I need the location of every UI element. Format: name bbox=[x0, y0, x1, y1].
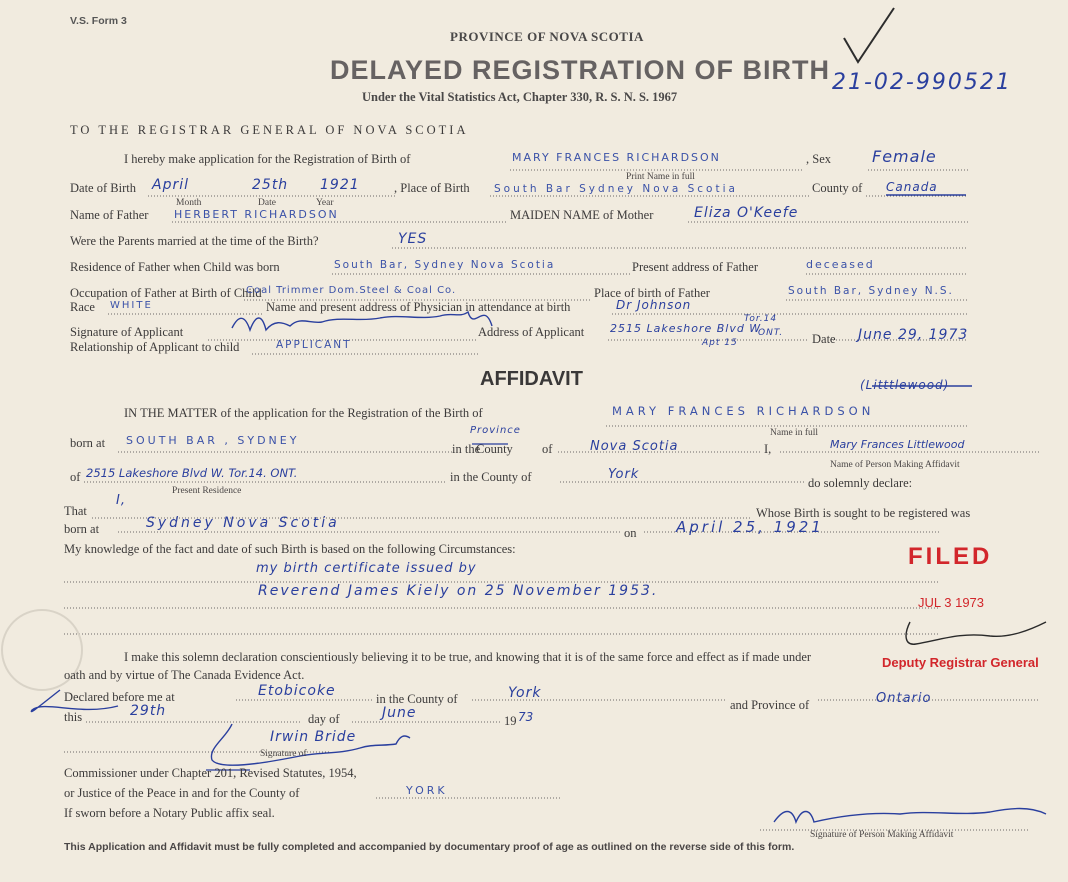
father-pob-label: Place of birth of Father bbox=[594, 286, 710, 300]
applicant-address-apt: Apt 15 bbox=[702, 338, 738, 348]
that-label: That bbox=[64, 504, 87, 518]
date-label: Date bbox=[812, 332, 836, 346]
month-value: June bbox=[382, 705, 417, 721]
commissioner-line-2: or Justice of the Peace in and for the County of bbox=[64, 786, 300, 800]
declared-at-value: Etobicoke bbox=[258, 683, 336, 699]
check-mark-icon bbox=[844, 8, 894, 62]
residence-value: South Bar, Sydney Nova Scotia bbox=[334, 259, 556, 271]
applicant-signature-label: Signature of Applicant bbox=[70, 325, 184, 339]
county-of-value: Nova Scotia bbox=[590, 439, 679, 454]
race-label: Race bbox=[70, 300, 95, 314]
affidavit-child-name: MARY FRANCES RICHARDSON bbox=[612, 404, 875, 418]
occupation-value: Coal Trimmer Dom.Steel & Coal Co. bbox=[246, 285, 457, 296]
applicant-address-province: ONT. bbox=[758, 328, 784, 338]
application-intro: I hereby make application for the Registration of Birth of bbox=[124, 152, 411, 166]
applicant-address-label: Address of Applicant bbox=[478, 325, 585, 339]
year-suffix-value: 73 bbox=[518, 710, 534, 724]
in-the-label: in the bbox=[452, 442, 481, 456]
sex-label: , Sex bbox=[806, 152, 831, 166]
county-value: Canada bbox=[886, 180, 938, 194]
declared-label: Declared before me at bbox=[64, 690, 175, 704]
on-date-value: April 25, 1921 bbox=[676, 518, 824, 536]
circumstance-line-1: my birth certificate issued by bbox=[256, 561, 477, 576]
residence-label: Residence of Father when Child was born bbox=[70, 260, 280, 274]
race-value: WHITE bbox=[110, 300, 153, 311]
present-address-value: deceased bbox=[806, 258, 875, 271]
occupation-label: Occupation of Father at Birth of Child bbox=[70, 286, 262, 300]
sex-value: Female bbox=[872, 147, 937, 166]
father-value: HERBERT RICHARDSON bbox=[174, 208, 339, 221]
physician-value: Dr Johnson bbox=[616, 298, 692, 312]
whose-birth-text: Whose Birth is sought to be registered was bbox=[756, 506, 971, 520]
dob-day-value: 25th bbox=[252, 177, 289, 193]
commissioner-signature: Irwin Bride bbox=[270, 729, 357, 745]
date-value: June 29, 1973 bbox=[858, 327, 969, 343]
registration-number: 21-02-990521 bbox=[832, 70, 1012, 95]
pob-value: South Bar Sydney Nova Scotia bbox=[494, 183, 738, 195]
province-label: and Province of bbox=[730, 698, 810, 712]
relationship-value: APPLICANT bbox=[276, 339, 352, 351]
province-heading: PROVINCE OF NOVA SCOTIA bbox=[450, 29, 644, 44]
of-label: of bbox=[542, 442, 553, 456]
form-id: V.S. Form 3 bbox=[70, 15, 127, 27]
i-label: I, bbox=[764, 442, 772, 456]
year-hint: Year bbox=[316, 198, 334, 208]
page-subtitle: Under the Vital Statistics Act, Chapter 330, R. S. N. S. 1967 bbox=[362, 90, 678, 104]
declare-text: do solemnly declare: bbox=[808, 476, 913, 490]
married-value: YES bbox=[398, 231, 428, 247]
struck-name: (Litttlewood) bbox=[860, 378, 950, 392]
notary-text: If sworn before a Notary Public affix seal. bbox=[64, 806, 275, 820]
dob-year-value: 1921 bbox=[320, 177, 360, 193]
dob-label: Date of Birth bbox=[70, 181, 136, 195]
born-at-label: born at bbox=[70, 436, 106, 450]
relationship-label: Relationship of Applicant to child bbox=[70, 340, 240, 354]
born-at2-value: Sydney Nova Scotia bbox=[146, 515, 340, 531]
county3-value: York bbox=[508, 685, 542, 701]
signature-of-label: Signature of bbox=[260, 749, 307, 759]
commissioner-line-1: Commissioner under Chapter 201, Revised Statutes, 1954, bbox=[64, 766, 357, 780]
county2-label: in the County of bbox=[450, 470, 532, 484]
solemn-line-1: I make this solemn declaration conscientiously believing it to be true, and knowing that it is of the same force and effect as if made under bbox=[124, 650, 812, 664]
applicant-address-value: 2515 Lakeshore Blvd W bbox=[610, 322, 762, 335]
county-label: County of bbox=[812, 181, 863, 195]
footer-note: This Application and Affidavit must be fully completed and accompanied by documentary proof of age as outlined on the reverse side of this form. bbox=[64, 841, 795, 853]
knowledge-text: My knowledge of the fact and date of such Birth is based on the following Circumstances: bbox=[64, 542, 516, 556]
pob-label: , Place of Birth bbox=[394, 181, 470, 195]
province-value: Ontario bbox=[876, 691, 932, 706]
applicant-address-tor: Tor.14 bbox=[744, 314, 778, 324]
date-hint: Date bbox=[258, 198, 276, 208]
born-at2-label: born at bbox=[64, 522, 100, 536]
affiant-signature-label: Signature of Person Making Affidavit bbox=[810, 830, 954, 840]
dob-month-value: April bbox=[152, 177, 189, 193]
province-word: Province bbox=[470, 425, 521, 436]
affidavit-heading: AFFIDAVIT bbox=[480, 368, 583, 390]
day-value: 29th bbox=[130, 703, 167, 719]
name-in-full-hint: Name in full bbox=[770, 428, 819, 438]
county-word: County bbox=[476, 442, 513, 456]
born-at-value: SOUTH BAR , SYDNEY bbox=[126, 434, 300, 447]
affidavit-intro: IN THE MATTER of the application for the Registration of the Birth of bbox=[124, 406, 483, 420]
day-of-label: day of bbox=[308, 712, 340, 726]
month-hint: Month bbox=[176, 198, 202, 208]
that-value: I, bbox=[116, 493, 126, 508]
deputy-registrar-label: Deputy Registrar General bbox=[882, 655, 1039, 670]
mother-value: Eliza O'Keefe bbox=[694, 205, 799, 221]
solemn-line-2: oath and by virtue of The Canada Evidence Act. bbox=[64, 668, 305, 682]
county2-value: York bbox=[608, 467, 640, 482]
print-name-hint: Print Name in full bbox=[626, 172, 695, 182]
present-address-label: Present address of Father bbox=[632, 260, 759, 274]
page-title: DELAYED REGISTRATION OF BIRTH bbox=[330, 55, 831, 85]
affidavit-residence-value: 2515 Lakeshore Blvd W. Tor.14. ONT. bbox=[86, 466, 298, 480]
affiant-value: Mary Frances Littlewood bbox=[830, 438, 965, 451]
mother-label: MAIDEN NAME of Mother bbox=[510, 208, 654, 222]
on-label: on bbox=[624, 526, 637, 540]
filed-stamp: FILED bbox=[908, 543, 993, 570]
jp-county-value: YORK bbox=[406, 784, 448, 797]
affiant-hint: Name of Person Making Affidavit bbox=[830, 460, 960, 470]
filed-date: JUL 3 1973 bbox=[918, 595, 985, 610]
physician-label: Name and present address of Physician in attendance at birth bbox=[266, 300, 571, 314]
circumstance-line-2: Reverend James Kiely on 25 November 1953. bbox=[258, 583, 659, 599]
father-label: Name of Father bbox=[70, 208, 149, 222]
child-name-value: MARY FRANCES RICHARDSON bbox=[512, 151, 721, 164]
year-prefix: 19 bbox=[504, 714, 517, 728]
of2-label: of bbox=[70, 470, 81, 484]
addressee: TO THE REGISTRAR GENERAL OF NOVA SCOTIA bbox=[70, 123, 469, 137]
this-label: this bbox=[64, 710, 83, 724]
residence-hint: Present Residence bbox=[172, 486, 242, 496]
married-label: Were the Parents married at the time of the Birth? bbox=[70, 234, 319, 248]
father-pob-value: South Bar, Sydney N.S. bbox=[788, 285, 954, 297]
county3-label: in the County of bbox=[376, 692, 458, 706]
